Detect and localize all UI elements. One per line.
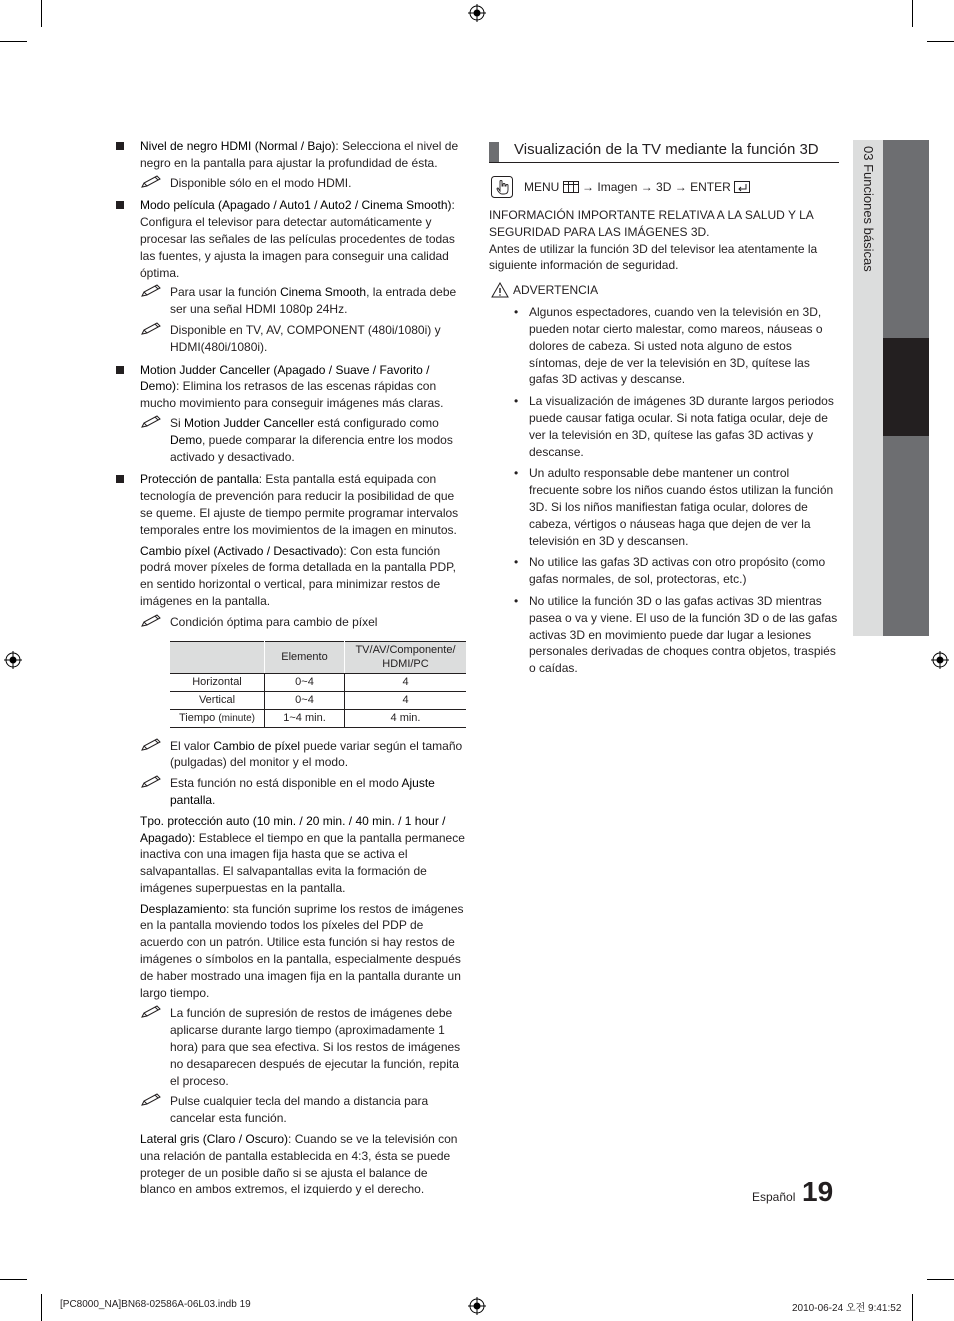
- note-text: El valor: [170, 738, 214, 753]
- list-item: • Un adulto responsable debe mantener un control frecuente sobre los niños cuando éstos utilizan la función 3D. Si los niños manifiestan fatiga ocular, dolores de cabeza, vértigos o náuseas haga que dejen de ver la televisión en 3D y descansen.: [514, 466, 834, 548]
- table-header-cell: TV/AV/Componente/ HDMI/PC: [345, 641, 467, 673]
- list-item: [114, 362, 466, 466]
- sub-item-title: Tpo. protección auto (10 min. / 20 min. / 40 min. / 1 hour / Apagado):: [140, 813, 446, 845]
- chapter-label: 03 Funciones básicas: [861, 146, 876, 272]
- enter-icon: [734, 181, 750, 193]
- note-text: Disponible en TV, AV, COMPONENT (480i/1080i) y HDMI(480i/1080i).: [170, 322, 441, 354]
- sub-item: [140, 813, 466, 897]
- warning-text: ADVERTENCIA: [513, 283, 599, 298]
- note: [140, 1093, 466, 1127]
- note-pencil-icon: [140, 737, 164, 753]
- item-title: Motion Judder Canceller (Apagado / Suave / Favorito / Demo): [140, 362, 430, 394]
- heading-bar: [489, 142, 499, 162]
- menu-path-text: → Imagen → 3D → ENTER: [582, 180, 731, 194]
- bullet-dot-icon: •: [514, 466, 519, 481]
- note-bold: Demo: [170, 432, 203, 447]
- note-pencil-icon: [140, 1092, 164, 1108]
- crop-mark: [912, 1294, 913, 1321]
- table-row: [170, 709, 466, 727]
- note-pencil-icon: [140, 414, 164, 430]
- note-pencil-icon: [140, 1004, 164, 1020]
- menu-icon: [563, 181, 579, 193]
- table-cell: 1~4 min.: [265, 709, 345, 727]
- note-bold: Motion Judder Canceller: [184, 415, 315, 430]
- note-pencil-icon: [140, 321, 164, 337]
- item-title: Nivel de negro HDMI (Normal / Bajo): [140, 139, 336, 153]
- note-text: .: [212, 792, 216, 807]
- note-pencil-icon: [140, 174, 164, 190]
- sub-item-text: : sta función suprime los restos de imágenes en la pantalla moviendo todos los píxeles del PDP de acuerdo con un patrón. Utilice esta función si hay restos de imágenes o símbolos en la pantalla, especialmente después de haber mostrado una imagen fija en la pantalla durante un largo tiempo.: [140, 901, 464, 1000]
- language-label: Español: [752, 1190, 796, 1204]
- item-text: : Configura el televisor para detectar automáticamente y procesar las señales de las películas procedentes de todas las fuentes, y ajusta la imagen para conseguir una calidad óptima.: [140, 198, 455, 280]
- crop-mark: [927, 1279, 954, 1280]
- registration-mark-icon: [468, 4, 486, 22]
- list-item: • Algunos espectadores, cuando ven la televisión en 3D, pueden notar cierto malestar, como mareos, náuseas o dolores de cabeza. Si usted nota alguno de estos síntomas, deje de ver la televisión en 3D, quítese las gafas 3D activas y descanse.: [514, 305, 823, 387]
- section-heading: [489, 138, 839, 163]
- crop-mark: [41, 0, 42, 27]
- table-cell: Tiempo (minute): [170, 709, 265, 727]
- sub-item: [140, 543, 466, 610]
- note-text: Condición óptima para cambio de píxel: [170, 614, 378, 629]
- list-item: [114, 471, 466, 1198]
- chapter-tab-block: [883, 140, 929, 338]
- square-bullet-icon: [116, 366, 124, 374]
- note-text: La función de supresión de restos de imágenes debe aplicarse durante largo tiempo (aproximadamente 1 hora) para que sea efectiva. Si los restos de imágenes no desaparecen después de ejecutar la función, repita el proceso.: [170, 1006, 461, 1088]
- safety-heading: INFORMACIÓN IMPORTANTE RELATIVA A LA SALUD Y LA SEGURIDAD PARA LAS IMÁGENES 3D.: [489, 208, 814, 239]
- note: [140, 1005, 466, 1089]
- sub-item-text: : Con esta función podrá mover píxeles de forma detallada en la pantalla PDP, en sentido horizontal o vertical, para minimizar restos de imágenes en la pantalla.: [140, 543, 456, 608]
- sub-item-title: Desplazamiento: [140, 901, 227, 916]
- note: [140, 738, 466, 772]
- unit-label: (minute): [218, 713, 256, 725]
- note-text: , puede comparar la diferencia entre los modos activado y desactivado.: [170, 432, 453, 464]
- note-text: Si: [170, 415, 185, 430]
- bullet-dot-icon: •: [514, 394, 519, 409]
- menu-path: [489, 177, 839, 197]
- warning-label: [489, 282, 839, 298]
- table-header-cell: [170, 641, 265, 673]
- note-pencil-icon: [140, 613, 164, 629]
- crop-mark: [912, 0, 913, 27]
- table-cell: 4: [345, 691, 467, 709]
- note-text: está configurado como: [314, 415, 439, 430]
- crop-mark: [0, 1279, 27, 1280]
- warning-list: [489, 304, 839, 677]
- safety-intro: Antes de utilizar la función 3D del televisor lea atentamente la siguiente información de seguridad.: [489, 241, 818, 273]
- sub-item: [140, 1131, 466, 1198]
- table-cell: 0~4: [265, 691, 345, 709]
- note-pencil-icon: [140, 283, 164, 299]
- item-text: : Selecciona el nivel de negro en la pantalla para ajustar la profundidad de ésta.: [140, 139, 459, 170]
- pixel-shift-table: [170, 641, 466, 728]
- table-row: [170, 691, 466, 709]
- item-title: Modo película (Apagado / Auto1 / Auto2 / Cinema Smooth): [140, 198, 452, 213]
- registration-mark-icon: [468, 1297, 486, 1315]
- note: [140, 175, 466, 192]
- registration-mark-icon: [4, 651, 22, 669]
- note-text: Pulse cualquier tecla del mando a distancia para cancelar esta función.: [170, 1094, 429, 1126]
- crop-mark: [0, 41, 27, 42]
- table-header-row: [170, 641, 466, 673]
- crop-mark: [927, 41, 954, 42]
- table-header-cell: Elemento: [265, 641, 345, 673]
- list-item: • No utilice la función 3D o las gafas activas 3D mientras pasea o va y viene. El uso de la función 3D o de las gafas activas 3D en movimiento puede dar lugar a lesiones personales derivadas de choques contra objetos, traspiés o caídas.: [514, 593, 838, 676]
- table-cell: 4 min.: [345, 709, 467, 727]
- registration-mark-icon: [931, 651, 949, 669]
- bullet-dot-icon: •: [514, 593, 519, 608]
- square-bullet-icon: [116, 475, 124, 483]
- sub-item-text: : Cuando se ve la televisión con una relación de pantalla establecida en 4:3, ésta se puede proteger de un posible daño si se ajusta el balance de blanco en ambos extremos, el izquierdo y el derecho.: [140, 1132, 458, 1197]
- chapter-tab-block-active: [883, 338, 929, 436]
- list-item: • La visualización de imágenes 3D durante largos periodos puede causar fatiga ocular. Si nota fatiga ocular, deje de ver la televisión en 3D, quítese las gafas 3D activas y descanse.: [514, 394, 834, 459]
- item-text: : Elimina los retrasos de las escenas rápidas con mucho movimiento para conseguir imágenes más claras.: [140, 379, 444, 411]
- list-item: • No utilice las gafas 3D activas con otro propósito (como gafas normales, de sol, protectoras, etc.): [514, 555, 826, 587]
- hand-pointer-icon: [491, 176, 513, 198]
- note: [140, 322, 466, 356]
- table-cell: 0~4: [265, 673, 345, 691]
- bullet-dot-icon: •: [514, 555, 519, 570]
- bullet-dot-icon: •: [514, 305, 519, 320]
- right-column: [489, 138, 839, 682]
- note: [140, 284, 466, 318]
- note-text: puede variar según el tamaño (pulgadas) del monitor y el modo.: [170, 738, 463, 770]
- menu-label: MENU: [524, 180, 560, 194]
- note-text: Disponible sólo en el modo HDMI.: [170, 175, 352, 190]
- table-cell: Vertical: [170, 691, 265, 709]
- table-cell: 4: [345, 673, 467, 691]
- page-number-value: 19: [802, 1176, 834, 1207]
- note-pencil-icon: [140, 774, 164, 790]
- sub-item-title: Cambio píxel (Activado / Desactivado): [140, 543, 344, 558]
- table-row: [170, 673, 466, 691]
- left-column: [114, 138, 466, 1204]
- list-item: [114, 138, 466, 191]
- print-footer-right: 2010-06-24 오전 9:41:52: [792, 1303, 902, 1314]
- note: [140, 614, 466, 631]
- note-text: , la entrada debe ser una señal HDMI 1080p 24Hz.: [170, 285, 457, 317]
- item-title: Protección de pantalla: [140, 472, 259, 487]
- note: [140, 415, 466, 465]
- heading-text: Visualización de la TV mediante la función 3D: [514, 141, 819, 158]
- sub-item: [140, 901, 466, 1002]
- warning-triangle-icon: [491, 282, 509, 298]
- sub-item-text: Establece el tiempo en que la pantalla permanece inactiva con una imagen fija hasta que se activa el salvapantallas. El salvapantallas evita la formación de imágenes superpuestas en la pantalla.: [140, 830, 465, 895]
- crop-mark: [41, 1294, 42, 1321]
- square-bullet-icon: [116, 201, 124, 209]
- print-footer-left: [PC8000_NA]BN68-02586A-06L03.indb 19: [60, 1299, 251, 1310]
- chapter-tab-block: [883, 436, 929, 636]
- note-bold: Ajuste pantalla: [170, 776, 435, 807]
- item-text: : Esta pantalla está equipada con tecnología de prevención para reducir la posibilidad de que se queme. El ajuste de tiempo permite programar intervalos temporales entre los movimientos de la imagen en minutos.: [140, 472, 459, 537]
- sub-item-title: Lateral gris (Claro / Oscuro): [140, 1132, 289, 1147]
- note: [140, 775, 466, 809]
- note-text: Esta función no está disponible en el modo: [170, 776, 402, 791]
- note-text: Para usar la función: [170, 285, 281, 300]
- list-item: [114, 197, 466, 355]
- table-cell: Horizontal: [170, 673, 265, 691]
- note-bold: Cambio de píxel: [213, 738, 301, 753]
- square-bullet-icon: [116, 142, 124, 150]
- note-bold: Cinema Smooth: [280, 285, 367, 300]
